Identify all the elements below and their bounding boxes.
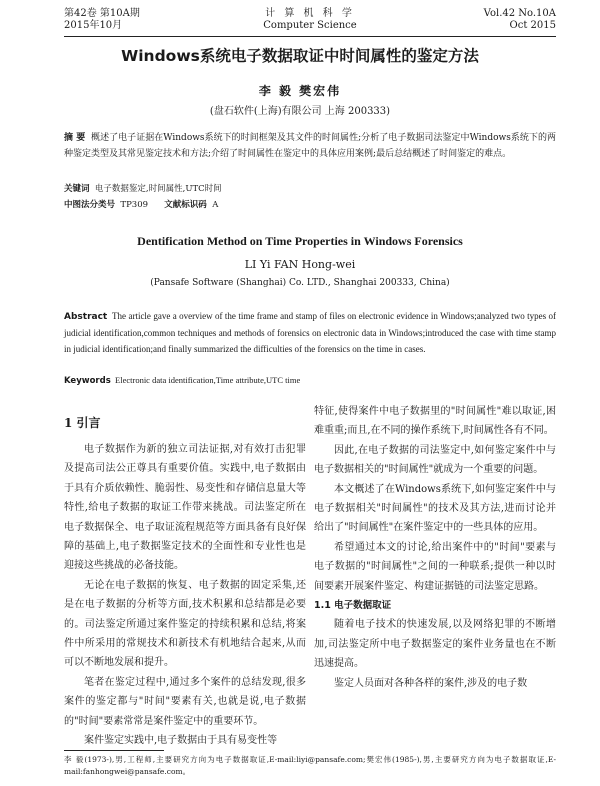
paragraph: 电子数据作为新的独立司法证据,对有效打击犯罪及提高司法公正尊具有重要价值。实践中,电子数据由于具有介质依赖性、脆弱性、易变性和存储信息量大等特性,给电子数据的取证工作带来挑战。司法鉴定所在电子数据保全、电子取证流程规范等方面具备有良好保障的基础上,电子数据鉴定技术的全面性和专业性也是迎接这些挑战的必备技能。 [64, 444, 306, 572]
authors-en: LI Yi FAN Hong-wei [244, 258, 356, 271]
left-column [64, 440, 306, 751]
paragraph: 因此,在电子数据的司法鉴定中,如何鉴定案件中与电子数据相关的"时间属性"就成为一个重要的问题。 [314, 444, 556, 476]
paragraph: 希望通过本文的讨论,给出案件中的"时间"要素与电子数据的"时间属性"之间的一种联系;提供一种以时间要素开展案件鉴定、构建证据链的司法鉴定思路。 [314, 541, 556, 592]
footnote-rule [64, 750, 164, 751]
paper-title: Windows系统电子数据取证中时间属性的鉴定方法 [121, 47, 479, 65]
paragraph: 本文概述了在Windows系统下,如何鉴定案件中与电子数据相关"时间属性"的技术及其方法,进而讨论并给出了"时间属性"在案件鉴定中的一些具体的应用。 [314, 483, 556, 534]
paragraph: 随着电子技术的快速发展,以及网络犯罪的不断增加,司法鉴定所中电子数据鉴定的案件业务量也在不断迅速提高。 [314, 619, 556, 670]
paragraph: 鉴定人员面对各种各样的案件,涉及的电子数 [334, 677, 528, 689]
authors: 李 毅 樊宏伟 [258, 84, 342, 98]
paragraph: 案件鉴定实践中,电子数据由于具有易变性等 [84, 735, 278, 747]
right-column [314, 402, 556, 693]
abstract-en: Abstract The article gave a overview of the time frame and stamp of files on electronic evidence in Windows;analyzed two types of judicial identification,common techniques and methods of forensics on electronic data in Windows;introduced the case with time stamp in judicial identification;and finally summarized the difficulties of the forensics on the time in cases. [64, 311, 557, 354]
keywords-cn: 关键词 电子数据鉴定,时间属性,UTC时间 [64, 184, 222, 194]
classification: 中图法分类号 TP309 文献标识码 A [64, 200, 219, 210]
title-en: Dentification Method on Time Properties in Windows Forensics [137, 234, 463, 248]
affiliation: (盘石软件(上海)有限公司 上海 200333) [209, 106, 391, 117]
keywords-en: Keywords Electronic data identification,Time attribute,UTC time [64, 375, 301, 386]
paragraph: 无论在电子数据的恢复、电子数据的固定采集,还是在电子数据的分析等方面,技术积累和总结都是必要的。司法鉴定所通过案件鉴定的持续积累和总结,将案件中所采用的常规技术和新技术有机地结合起来,从而可以不断地发展和提升。 [64, 579, 306, 669]
abstract-cn: 摘 要 概述了电子证据在Windows系统下的时间框架及其文件的时间属性;分析了电子数据司法鉴定中Windows系统下的两种鉴定类型及其常见鉴定技术和方法;介绍了时间属性在鉴定中的具体应用案例;最后总结概述了时间鉴定的难点。 [64, 133, 556, 159]
paragraph: 笔者在鉴定过程中,通过多个案件的总结发现,很多案件的鉴定都与"时间"要素有关,也就是说,电子数据的"时间"要素常常是案件鉴定中的重要环节。 [64, 676, 306, 727]
journal-issue: 第42卷 第10A期 2015年10月 [64, 8, 140, 31]
author-footnote: 李 毅(1973-),男,工程师,主要研究方向为电子数据取证,E-mail:liyi@pansafe.com;樊宏伟(1985-),男,主要研究方向为电子数据取证,E-mail:fanhongwei@pansafe.com。 [64, 755, 556, 776]
subsection-heading: 1.1 电子数据取证 [314, 600, 392, 612]
header-rule [64, 36, 556, 37]
journal-volume: Vol.42 No.10A Oct 2015 [483, 8, 556, 31]
section-heading: 1 引言 [64, 416, 101, 430]
affiliation-en: (Pansafe Software (Shanghai) Co. LTD., Shanghai 200333, China) [150, 278, 450, 288]
journal-name: 计 算 机 科 学 Computer Science [263, 8, 357, 31]
paragraph: 特征,使得案件中电子数据里的"时间属性"难以取证,困难重重;而且,在不同的操作系统下,时间属性各有不同。 [314, 406, 556, 437]
running-header [64, 6, 556, 36]
